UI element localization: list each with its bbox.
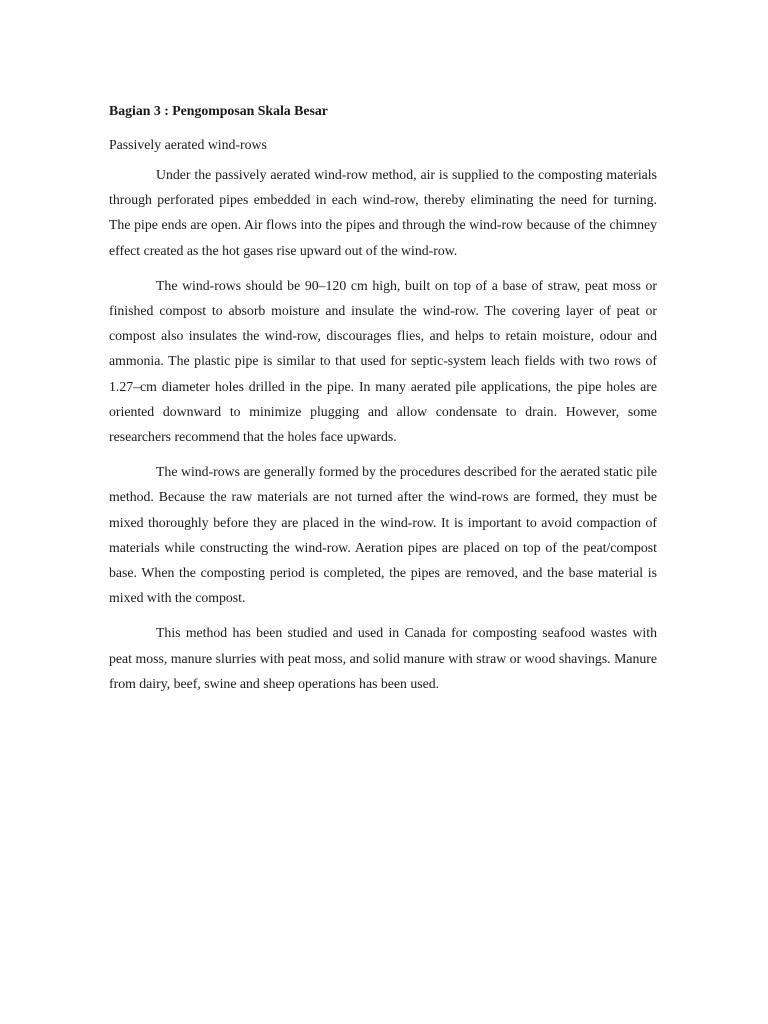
section-title: Bagian 3 : Pengomposan Skala Besar <box>109 103 328 118</box>
paragraph-windrow-formation: The wind-rows are generally formed by the procedures described for the aerated static pile method. Because the raw materials are not turned after the wind-rows are formed, they must be mixed thoroughly before they are placed in the wind-row. It is important to avoid compaction of materials while constructing the wind-row. Aeration pipes are placed on top of the peat/compost base. When the composting period is completed, the pipes are removed, and the base material is mixed with the compost. <box>109 464 657 606</box>
paragraph-canada-usage: This method has been studied and used in Canada for composting seafood wastes with peat moss, manure slurries with peat moss, and solid manure with straw or wood shavings. Manure from dairy, beef, swine and sheep operations has been used. <box>109 625 657 691</box>
document-body <box>109 101 657 696</box>
paragraph-passive-aeration-method: Under the passively aerated wind-row method, air is supplied to the composting materials through perforated pipes embedded in each wind-row, thereby eliminating the need for turning. The pipe ends are open. Air flows into the pipes and through the wind-row because of the chimney effect created as the hot gases rise upward out of the wind-row. <box>109 167 657 258</box>
paragraph-windrow-construction: The wind-rows should be 90–120 cm high, built on top of a base of straw, peat moss or finished compost to absorb moisture and insulate the wind-row. The covering layer of peat or compost also insulates the wind-row, discourages flies, and helps to retain moisture, odour and ammonia. The plastic pipe is similar to that used for septic-system leach fields with two rows of 1.27–cm diameter holes drilled in the pipe. In many aerated pile applications, the pipe holes are oriented downward to minimize plugging and allow condensate to drain. However, some researchers recommend that the holes face upwards. <box>109 277 657 445</box>
subsection-title: Passively aerated wind-rows <box>109 137 267 152</box>
